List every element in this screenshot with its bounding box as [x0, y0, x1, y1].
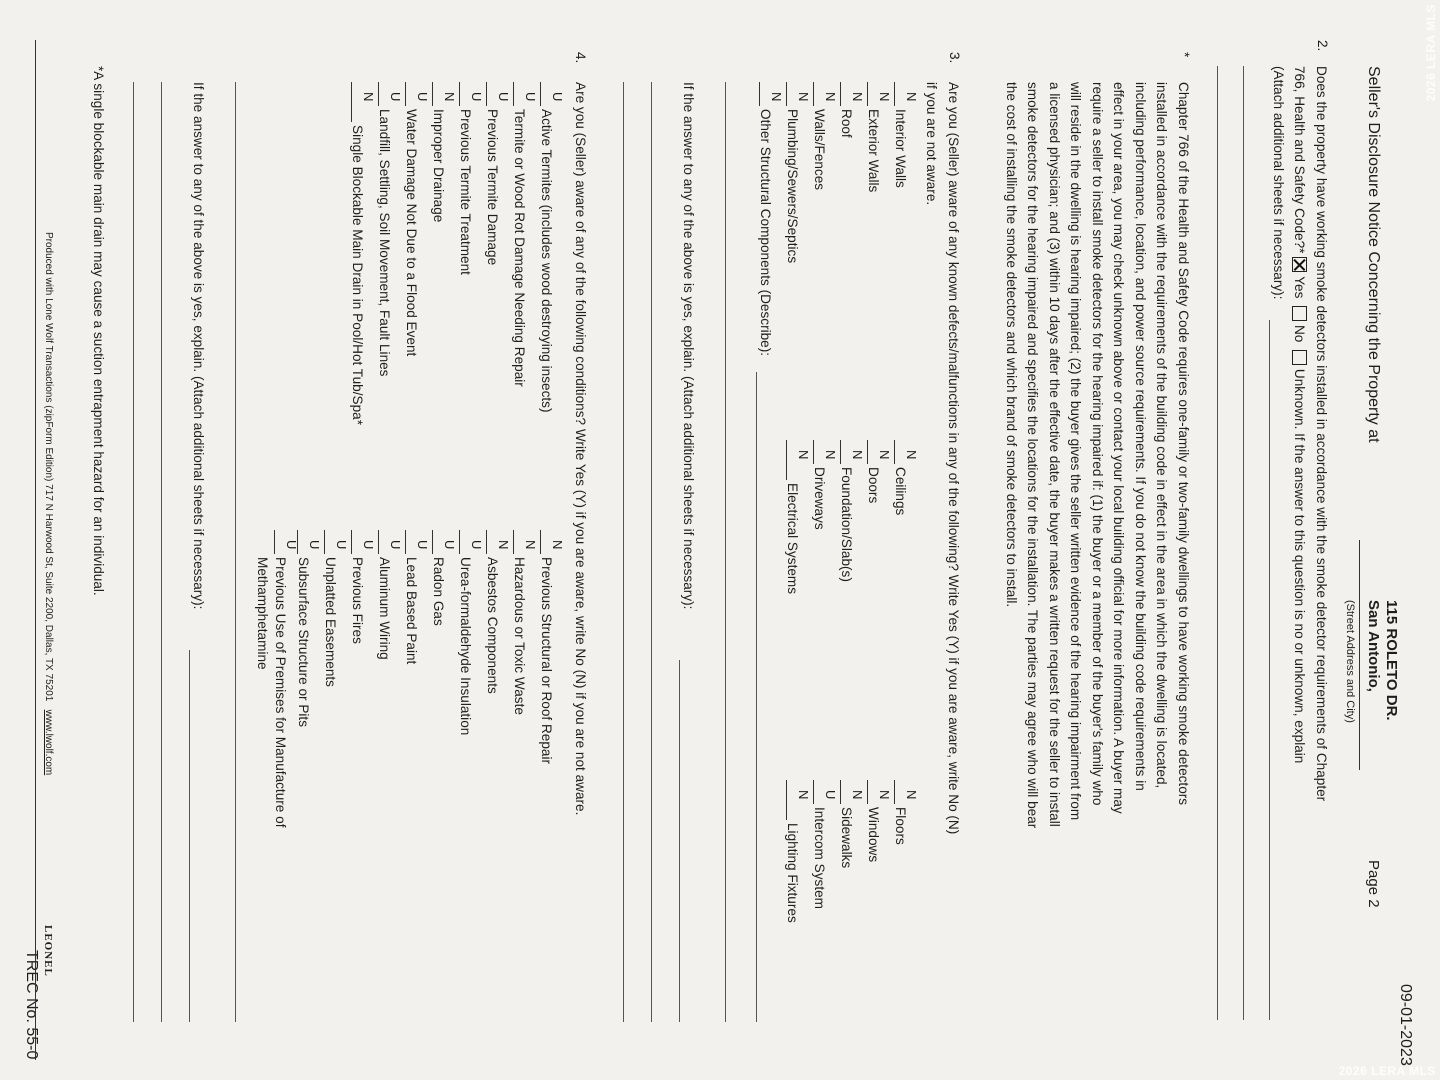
note-line: will reside in the dwelling is hearing impaired; (2) the buyer gives the seller written evidence of the hearing impairment from: [1068, 82, 1084, 821]
q3-item-label: Other Structural Components (Describe):: [758, 109, 773, 357]
q4-item[interactable]: [350, 530, 376, 644]
q2-unknown-checkbox[interactable]: [1293, 350, 1308, 365]
q3-mark: N: [850, 790, 865, 800]
q2-explain-line-2[interactable]: [1243, 66, 1244, 1020]
page-bottom-edge: [35, 40, 36, 1060]
q3-item[interactable]: [839, 440, 865, 582]
q3-item-label: Sidewalks: [839, 807, 854, 869]
q3-item-label: Intercom System: [812, 807, 827, 909]
q4-mark: U: [442, 540, 457, 550]
note-line: smoke detectors for the hearing impaired and specifies the locations for the installation. The parties may agree who will bear: [1025, 82, 1041, 829]
q3-mark: U: [823, 790, 838, 800]
q2-explain-line-3[interactable]: [1217, 66, 1218, 1020]
footer-url[interactable]: www.lwolf.com: [43, 709, 54, 776]
q4-item[interactable]: [377, 530, 403, 660]
q4-mark: N: [496, 540, 511, 550]
q4-mark: N: [361, 92, 376, 102]
q3-item-label: Walls/Fences: [812, 109, 827, 191]
q4-mark: U: [496, 92, 511, 102]
form-date: 09-01-2023: [1397, 984, 1414, 1066]
q4-item[interactable]: [431, 530, 457, 626]
q2-line-a: Does the property have working smoke detectors installed in accordance with the smoke detector requirements of Chapter: [1314, 66, 1329, 802]
q3-item-label: Windows: [866, 807, 881, 863]
q4-item[interactable]: [273, 530, 299, 828]
q3-item[interactable]: [893, 780, 919, 845]
q3-item-label: Electrical Systems: [785, 483, 800, 595]
note-line: require a seller to install smoke detectors for the hearing impaired if: (1) the buyer or a member of the buyer's family who: [1090, 82, 1105, 806]
q3-item[interactable]: [866, 440, 892, 504]
q3-item[interactable]: [839, 82, 865, 138]
q4-mark: U: [523, 92, 538, 102]
q2-no-checkbox[interactable]: [1293, 306, 1308, 321]
q3-item[interactable]: [893, 440, 919, 516]
q3-mark: N: [904, 92, 919, 102]
q3-mark: N: [796, 450, 811, 460]
note-line: the cost of installing the smoke detectors and which brand of smoke detectors to install.: [1004, 82, 1019, 608]
q4-item[interactable]: [458, 530, 484, 736]
q4-footnote: *A single blockable main drain may cause a suction entrapment hazard for an individual.: [91, 66, 106, 596]
q3-item-label: Ceilings: [893, 467, 908, 516]
q4-item[interactable]: [377, 82, 403, 377]
q4-item[interactable]: [512, 82, 538, 387]
q4-explain-label: If the answer to any of the above is yes, explain. (Attach additional sheets if necessary):: [191, 82, 206, 610]
q4-item[interactable]: [485, 530, 511, 694]
q3-mark: N: [877, 92, 892, 102]
q4-mark: U: [334, 540, 349, 550]
q3-item[interactable]: [812, 780, 838, 909]
q3-mark: N: [769, 92, 784, 102]
q4-blank-line[interactable]: [235, 82, 236, 1022]
q4-mark: U: [307, 540, 322, 550]
q3-mark: N: [850, 92, 865, 102]
q3-mark: N: [904, 790, 919, 800]
q3-item-label: Lighting Fixtures: [785, 823, 800, 923]
q4-item-label: Water Damage Not Due to a Flood Event: [404, 109, 419, 357]
q3-explain-label: If the answer to any of the above is yes, explain. (Attach additional sheets if necessary):: [681, 82, 696, 610]
q4-item[interactable]: [539, 530, 565, 765]
q4-mark: U: [388, 540, 403, 550]
q4-mark: U: [550, 92, 565, 102]
q3-mark: N: [823, 450, 838, 460]
q4-item-label: Active Termites (includes wood destroying insects): [539, 109, 554, 413]
q4-item-label: Urea-formaldehyde Insulation: [458, 557, 473, 736]
note-asterisk: *: [1177, 52, 1192, 58]
q3-item[interactable]: [785, 82, 811, 264]
q2-line-c: (Attach additional sheets if necessary):: [1271, 66, 1286, 300]
q4-item[interactable]: [323, 530, 349, 687]
q3-item[interactable]: [785, 440, 811, 595]
footer-initials: LEONEL: [42, 925, 54, 977]
q3-mark: N: [877, 450, 892, 460]
q4-explain-line-3[interactable]: [133, 82, 134, 1022]
q4-line-1: Are you (Seller) aware of any of the following conditions? Write Yes (Y) if you are aware, write No (N) if you are not aware.: [573, 82, 588, 816]
q2-line-b: [1289, 66, 1311, 1016]
q2-number: 2.: [1315, 40, 1330, 52]
q3-item[interactable]: [785, 780, 811, 923]
q4-number: 4.: [573, 52, 588, 64]
q2-line-b-pre: 766, Health and Safety Code?*: [1292, 66, 1308, 254]
page-number: Page 2: [1365, 860, 1382, 908]
q4-mark: U: [469, 540, 484, 550]
q3-blank-line[interactable]: [725, 82, 726, 1022]
note-line: Chapter 766 of the Health and Safety Code requires one-family or two-family dwellings to have working smoke detectors: [1176, 82, 1191, 806]
q4-item-continuation: Methamphetamine: [255, 557, 270, 670]
q4-mark: U: [415, 92, 430, 102]
q4-mark: U: [415, 540, 430, 550]
q4-explain-line-2[interactable]: [161, 82, 162, 1022]
q3-mark: N: [823, 92, 838, 102]
q4-mark: U: [361, 540, 376, 550]
q3-explain-line-3[interactable]: [623, 82, 624, 1022]
property-address-city: San Antonio,: [1365, 600, 1382, 692]
q4-item-label: Aluminum Wiring: [377, 557, 392, 660]
q3-item-label: Foundation/Slab(s): [839, 467, 854, 582]
q3-item-label: Exterior Walls: [866, 109, 881, 193]
q4-mark: U: [469, 92, 484, 102]
q3-item[interactable]: [812, 440, 838, 530]
smoke-detector-note: [1001, 82, 1195, 1022]
q4-mark: U: [284, 540, 299, 550]
q3-mark: N: [850, 450, 865, 460]
address-underline: [1359, 540, 1360, 770]
q4-item-label: Termite or Wood Rot Damage Needing Repair: [512, 109, 527, 387]
q4-mark: N: [550, 540, 565, 550]
q3-mark: N: [904, 450, 919, 460]
watermark-corner: 2026 LERA MLS: [1338, 1064, 1436, 1078]
note-line: effect in your area, you may check unknown above or contact your local building official for more information. A buyer may: [1111, 82, 1127, 814]
q3-item-label: Plumbing/Sewers/Septics: [785, 109, 800, 264]
q4-item-label: Hazardous or Toxic Waste: [512, 557, 527, 715]
q3-explain-line[interactable]: [679, 660, 680, 1022]
footer-produced: [43, 232, 54, 775]
form-id: TREC No. 55-0: [23, 950, 40, 1060]
q4-item-label: Subsurface Structure or Pits: [296, 557, 311, 727]
q3-item[interactable]: [893, 82, 919, 188]
q2-explain-line[interactable]: [1269, 320, 1270, 1020]
note-line: a licensed physician; and (3) within 10 days after the effective date, the buyer makes a written request for the seller to install: [1047, 82, 1062, 827]
q3-item-label: Roof: [839, 109, 854, 138]
q3-item[interactable]: [866, 82, 892, 193]
q4-item-label: Improper Drainage: [431, 109, 446, 223]
q3-mark: N: [796, 92, 811, 102]
q3-item[interactable]: [812, 82, 838, 191]
q4-explain-line[interactable]: [189, 650, 190, 1022]
q4-item[interactable]: [296, 530, 322, 727]
q2-yes-checkbox[interactable]: [1293, 257, 1308, 272]
q4-item[interactable]: [458, 82, 484, 275]
footer-produced-text: Produced with Lone Wolf Transactions (zipForm Edition) 717 N Harwood St, Suite 2200, Dallas, TX 75201: [43, 232, 54, 702]
q3-number: 3.: [947, 52, 962, 64]
q4-item-label: Asbestos Components: [485, 557, 500, 694]
q4-item-label: Single Blockable Main Drain in Pool/Hot Tub/Spa*: [350, 125, 365, 425]
q4-mark: N: [523, 540, 538, 550]
q4-item-label: Landfill, Settling, Soil Movement, Fault Lines: [377, 109, 392, 377]
q3-item-label: Floors: [893, 807, 908, 845]
q4-item-label: Unplatted Easements: [323, 557, 338, 687]
q3-item[interactable]: [758, 82, 784, 357]
note-line: including performance, location, and power source requirements. If you do not know the building code requirements in: [1133, 82, 1148, 791]
q4-item-label: Previous Structural or Roof Repair: [539, 557, 554, 765]
q3-item[interactable]: [866, 780, 892, 863]
note-line: installed in accordance with the requirements of the building code in effect in the area in which the dwelling is located,: [1154, 82, 1170, 789]
q4-item[interactable]: [350, 82, 376, 425]
q4-item-label: Previous Fires: [350, 557, 365, 644]
q3-item[interactable]: [839, 780, 865, 869]
q4-item[interactable]: [485, 82, 511, 266]
q2-yes-label: Yes: [1292, 276, 1308, 299]
q4-item[interactable]: [404, 530, 430, 665]
q4-mark: U: [388, 92, 403, 102]
q4-item[interactable]: [431, 82, 457, 223]
q3-item-label: Interior Walls: [893, 109, 908, 188]
q3-text: [921, 82, 964, 1022]
q2-text: [1268, 66, 1333, 1016]
q4-item[interactable]: [404, 82, 430, 357]
q3-item-label: Doors: [866, 467, 881, 504]
property-address-street: 115 ROLETO DR.: [1383, 600, 1400, 721]
q3-line-2: if you are not aware.: [924, 82, 940, 206]
q3-line-1: Are you (Seller) aware of any known defects/malfunctions in any of the following? Write Yes (Y) if you are aware, write No (N): [946, 82, 961, 835]
q4-item-label: Radon Gas: [431, 557, 446, 626]
watermark-side: 2026 LERA MLS: [1424, 4, 1438, 102]
q4-item[interactable]: [539, 82, 565, 413]
q4-item-label: Previous Use of Premises for Manufacture of: [273, 557, 288, 828]
q3-mark: N: [877, 790, 892, 800]
q2-no-label: No: [1292, 324, 1308, 343]
q4-mark: N: [442, 92, 457, 102]
q4-item[interactable]: [512, 530, 538, 715]
page-title: Seller's Disclosure Notice Concerning the Property at: [1365, 66, 1382, 443]
q3-describe-line[interactable]: [756, 372, 757, 1022]
q3-explain-line-2[interactable]: [651, 82, 652, 1022]
q4-item-label: Lead Based Paint: [404, 557, 419, 665]
q3-mark: N: [796, 790, 811, 800]
q3-item-label: Driveways: [812, 467, 827, 530]
q4-item-label: Previous Termite Damage: [485, 109, 500, 266]
q4-item-label: Previous Termite Treatment: [458, 109, 473, 275]
address-caption: (Street Address and City): [1344, 600, 1356, 723]
q2-unknown-label: Unknown. If the answer to this question is no or unknown, explain: [1292, 368, 1308, 764]
